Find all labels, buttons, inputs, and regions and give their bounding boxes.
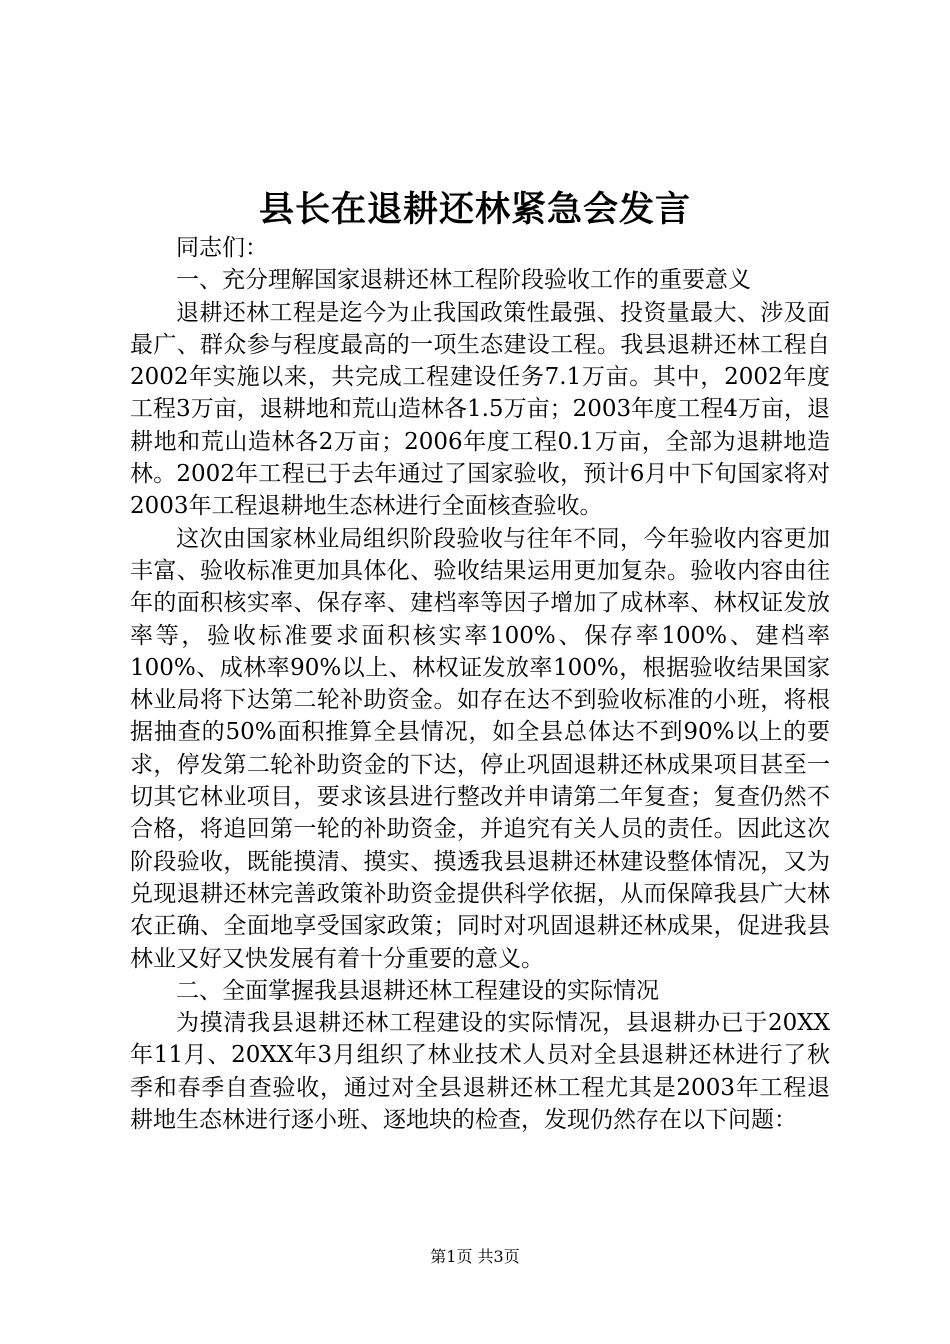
section-heading-1: 一、充分理解国家退耕还林工程阶段验收工作的重要意义 bbox=[176, 267, 751, 294]
paragraph: 这次由国家林业局组织阶段验收与往年不同，今年验收内容更加丰富、验收标准更加具体化、验收结果运用更加复杂。验收内容由往年的面积核实率、保存率、建档率等因子增加了成林率、林权证发放率等，验收标准要求面积核实率100%、保存率100%、建档率100%、成林率90%以上、林权证发放率100%，根据验收结果国家林业局将下达第二轮补助资金。如存在达不到验收标准的小班，将根据抽查的50%面积推算全县情况，如全县总体达不到90%以上的要求，停发第二轮补助资金的下达，停止巩固退耕还林成果项目甚至一切其它林业项目，要求该县进行整改并申请第二年复查；复查仍然不合格，将追回第一轮的补助资金，并追究有关人员的责任。因此这次阶段验收，既能摸清、摸实、摸透我县退耕还林建设整体情况，又为兑现退耕还林完善政策补助资金提供科学依据，从而保障我县广大林农正确、全面地享受国家政策；同时对巩固退耕还林成果，促进我县林业又好又快发展有着十分重要的意义。 bbox=[130, 525, 830, 972]
paragraph: 退耕还林工程是迄今为止我国政策性最强、投资量最大、涉及面最广、群众参与程度最高的一项生态建设工程。我县退耕还林工程自2002年实施以来，共完成工程建设任务7.1万亩。其中，2002年度工程3万亩，退耕地和荒山造林各1.5万亩；2003年度工程4万亩，退耕地和荒山造林各2万亩；2006年度工程0.1万亩，全部为退耕地造林。2002年工程已于去年通过了国家验收，预计6月中下旬国家将对2003年工程退耕地生态林进行全面核查验收。 bbox=[130, 299, 830, 520]
paragraph: 为摸清我县退耕还林工程建设的实际情况，县退耕办已于20XX年11月、20XX年3月组织了林业技术人员对全县退耕还林进行了秋季和春季自查验收，通过对全县退耕还林工程尤其是2003年工程退耕地生态林进行逐小班、逐地块的检查，发现仍然存在以下问题： bbox=[130, 1010, 830, 1134]
document-title: 县长在退耕还林紧急会发言 bbox=[258, 189, 691, 230]
section-heading-2: 二、全面掌握我县退耕还林工程建设的实际情况 bbox=[176, 977, 659, 1004]
document-body bbox=[130, 232, 830, 1136]
page-number: 第1页 共3页 bbox=[430, 1247, 520, 1266]
salutation: 同志们： bbox=[176, 235, 268, 261]
